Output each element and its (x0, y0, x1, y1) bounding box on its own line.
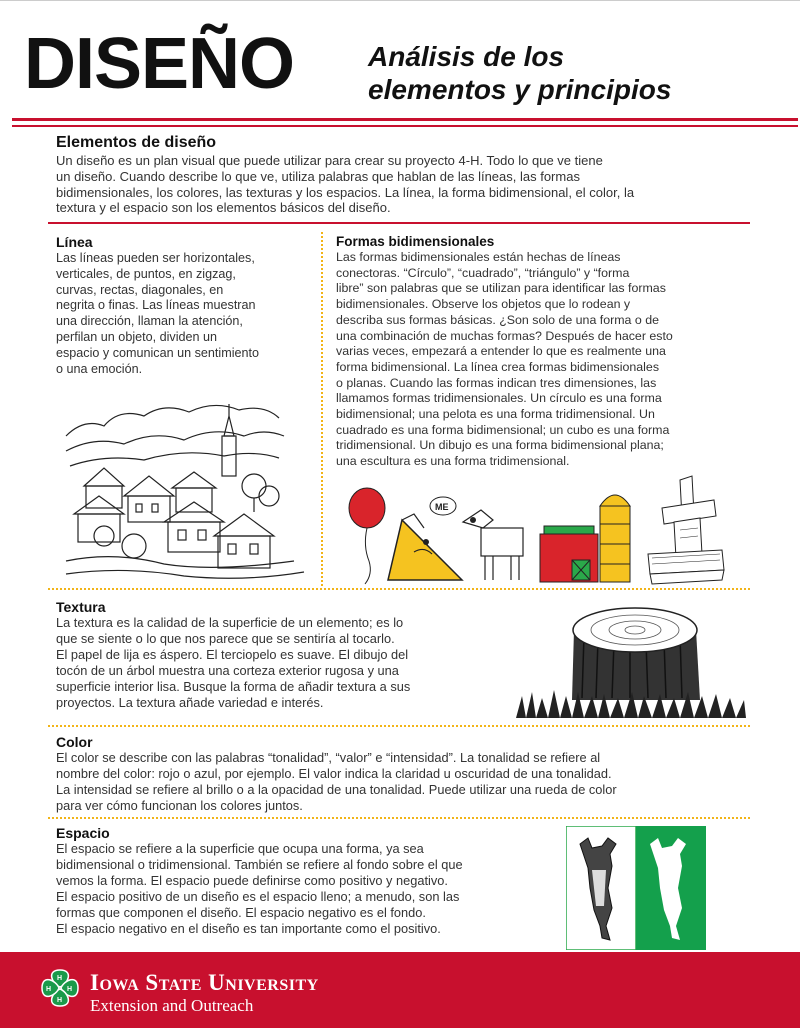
column-divider (321, 232, 323, 586)
textura-line: proyectos. La textura añade variedad e interés. (56, 695, 324, 710)
linea-line: una dirección, llaman la atención, (56, 314, 243, 329)
intro-line: bidimensionales, los colores, las texturas y los espacios. La línea, la forma bidimensional, el color, la (56, 184, 635, 200)
svg-text:H: H (67, 986, 73, 993)
espacio-line: formas que componen el diseño. El espacio negativo es el fondo. (56, 905, 426, 920)
barn-illustration (538, 520, 600, 586)
university-name: Iowa State University (90, 970, 319, 995)
linea-heading: Línea (56, 234, 93, 250)
formas-line: bidimensional; una pelota es una forma tridimensional. Un (336, 407, 655, 422)
top-border (0, 0, 800, 1)
subtitle-line-2: elementos y principios (368, 74, 672, 105)
speech-bubble-text: ME (435, 502, 449, 512)
linea-line: perfilan un objeto, dividen un (56, 329, 218, 344)
formas-line: una combinación de muchas formas? Después de hacer esto (336, 328, 673, 343)
svg-text:H: H (57, 975, 63, 982)
espacio-line: El espacio se refiere a la superficie que ocupa una forma, ya sea (56, 841, 424, 856)
svg-text:H: H (57, 997, 63, 1004)
formas-line: Las formas bidimensionales están hechas de líneas (336, 250, 621, 264)
linea-line: curvas, rectas, diagonales, en (56, 282, 224, 297)
page-title: DISEÑO (24, 24, 295, 104)
header-rule-bottom (12, 125, 798, 127)
four-h-clover-icon (38, 966, 82, 1010)
textura-line: tocón de un árbol muestra una corteza exterior rugosa y una (56, 663, 399, 678)
linea-text (56, 251, 259, 377)
formas-line: llamamos formas tridimensionales. Un círculo es una forma (336, 391, 662, 406)
section-divider-1 (48, 588, 750, 590)
linea-line: Las líneas pueden ser horizontales, (56, 251, 255, 265)
color-line: La intensidad se refiere al brillo o a la opacidad de una tonalidad. Puede utilizar una rueda de color (56, 782, 617, 797)
intro-line: textura y el espacio son los elementos básicos del diseño. (56, 200, 391, 216)
formas-line: bidimensionales. Observe los objetos que lo rodean y (336, 297, 631, 312)
textura-heading: Textura (56, 599, 106, 615)
page-subtitle (368, 40, 671, 106)
linea-line: verticales, de puntos, en zigzag, (56, 266, 236, 281)
subtitle-line-1: Análisis de los (368, 41, 565, 72)
formas-line: libre” son palabras que se utilizan para identificar las formas (336, 281, 666, 296)
color-line: El color se describe con las palabras “tonalidad”, “valor” e “intensidad”. La tonalidad se refiere al (56, 750, 601, 765)
formas-line: forma bidimensional. La línea crea formas bidimensionales (336, 359, 660, 374)
linea-line: negrita o finas. Las líneas muestran (56, 298, 256, 313)
footer-branding (90, 970, 319, 1016)
intro-line: un diseño. Cuando describe lo que ve, utiliza palabras que hablan de las líneas, las formas (56, 168, 580, 184)
sculpture-illustration (640, 474, 730, 586)
formas-line: describa sus formas básicas. ¿Son solo de una forma o de (336, 312, 660, 327)
color-heading: Color (56, 734, 93, 750)
formas-line: cuadrado es una forma bidimensional; un cubo es una forma (336, 422, 670, 437)
textura-line: que se siente o lo que nos parece que se sentiría al tocarlo. (56, 631, 395, 646)
tree-stump-illustration (514, 600, 748, 722)
color-line: para ver cómo funcionan los colores juntos. (56, 798, 303, 813)
intro-rule (48, 222, 750, 224)
intro-heading: Elementos de diseño (56, 134, 217, 151)
formas-line: conectoras. “Círculo”, “cuadrado”, “triángulo” y “forma (336, 265, 630, 280)
silo-illustration (598, 488, 632, 584)
linea-line: espacio y comunican un sentimiento (56, 345, 260, 360)
textura-text (56, 615, 410, 711)
positive-negative-space-illustration (566, 826, 706, 950)
linea-line: o una emoción. (56, 361, 143, 376)
goat-illustration (423, 494, 533, 586)
section-divider-3 (48, 817, 750, 819)
color-line: nombre del color: rojo o azul, por ejemplo. El valor indica la claridad u oscuridad de una tonalidad. (56, 766, 612, 781)
color-text (56, 750, 617, 814)
espacio-line: El espacio negativo en el diseño es tan importante como el positivo. (56, 921, 441, 936)
espacio-line: El espacio positivo de un diseño es el espacio lleno; a menudo, son las (56, 889, 460, 904)
formas-heading: Formas bidimensionales (336, 234, 495, 249)
formas-line: tridimensional. Un dibujo es una forma bidimensional plana; (336, 438, 664, 453)
textura-line: El papel de lija es áspero. El terciopelo es suave. El dibujo del (56, 647, 409, 662)
formas-text (336, 250, 673, 470)
intro-line: Un diseño es un plan visual que puede utilizar para crear su proyecto 4-H. Todo lo que ve tiene (56, 153, 603, 168)
svg-text:H: H (46, 986, 52, 993)
espacio-line: vemos la forma. El espacio puede definirse como positivo y negativo. (56, 873, 448, 888)
section-divider-2 (48, 725, 750, 727)
extension-name: Extension and Outreach (90, 996, 254, 1015)
formas-line: una escultura es una forma tridimensional. (336, 454, 570, 469)
espacio-line: bidimensional o tridimensional. También se refiere al fondo sobre el que (56, 857, 463, 872)
textura-line: La textura es la calidad de la superficie de un elemento; es lo (56, 615, 404, 630)
header-rule-top (12, 118, 798, 121)
espacio-text (56, 841, 463, 937)
textura-line: superficie interior lisa. Busque la forma de añadir textura a sus (56, 679, 411, 694)
intro-text (56, 153, 634, 216)
village-line-drawing (64, 396, 314, 580)
formas-line: o planas. Cuando las formas indican tres dimensiones, las (336, 375, 657, 390)
espacio-heading: Espacio (56, 825, 110, 841)
formas-line: varias veces, empezará a entender lo que es realmente una (336, 344, 666, 359)
